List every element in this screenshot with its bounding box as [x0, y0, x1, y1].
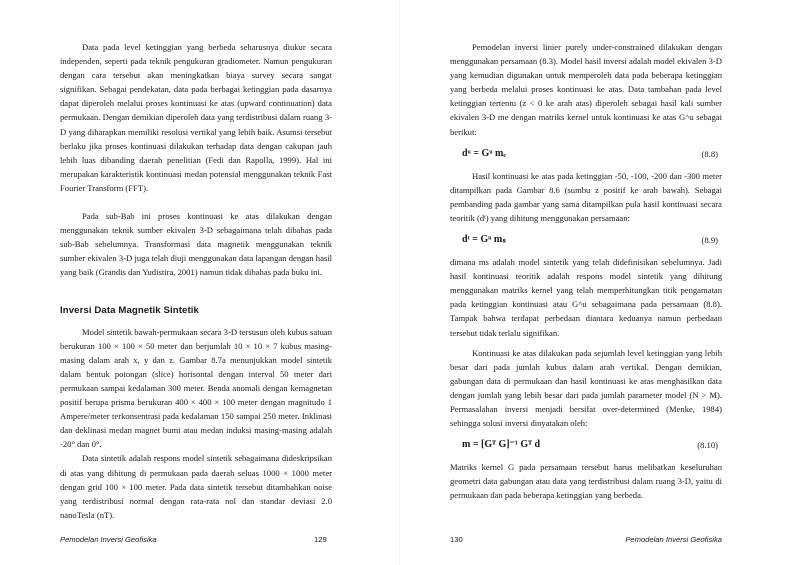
left-page-number: 129	[314, 535, 327, 544]
equation-8-8-number: (8.8)	[701, 148, 718, 159]
equation-8-10	[450, 430, 722, 460]
equation-8-9	[450, 225, 722, 255]
right-page	[400, 0, 800, 565]
equation-8-10-number: (8.10)	[697, 440, 718, 451]
right-paragraph-2: Hasil kontinuasi ke atas pada ketinggian -50, -100, -200 dan -300 meter ditampilkan pada Gambar 8.6 (sumbu z positif ke arah bawah). Sebagai pembanding pada gambar yang sama ditampilkan pula hasil kontinuasi secara teoritik (dᵗ) yang dihitung menggunakan persamaan:	[450, 170, 722, 223]
left-footer-title: Pemodelan Inversi Geofisika	[60, 535, 157, 544]
left-paragraph-2: Pada sub-Bab ini proses kontinuasi ke atas dilakukan dengan menggunakan teknik sumber ekivalen 3-D sebagaimana telah dibahas pada sub-Bab sebelumnya. Transformasi data magnetik menggunakan teknik sumber ekivalen 3-D juga telah diuji menggunakan data lapangan dengan hasil yang baik (Grandis dan Yudistira, 2001) namun tidak dibahas pada buku ini.	[60, 211, 332, 278]
section-heading: Inversi Data Magnetik Sintetik	[60, 304, 199, 316]
left-paragraph-3: Model sintetik bawah-permukaan secara 3-D tersusun oleh kubus satuan berukuran 100 × 100 × 50 meter dan berjumlah 10 × 10 × 7 kubus masing-masing dalam arah x, y dan z. Gambar 8.7a menunjukkan model sintetik dalam bentuk potongan (slice) horisontal dengan interval 50 meter dari permukaan sampai kedalaman 300 meter. Benda anomali dengan kemagnetan positif berupa prisma berukuran 400 × 400 × 100 meter dengan magnitudo 1 Ampere/meter terkonsentrasi pada kedalaman 150 sampai 250 meter. Inklinasi dan deklinasi medan magnet bumi atau medan induksi masing-masing adalah -20° dan 0°.	[60, 326, 332, 450]
right-footer-title: Pemodelan Inversi Geofisika	[625, 535, 722, 544]
right-paragraph-5: Matriks kernel G pada persamaan tersebut harus melibatkan keseluruhan geometri data gabungan atau data yang terdistribusi dalam ruang 3-D, yaitu di permukaan dan pada beberapa ketinggian yang berbeda.	[450, 462, 722, 501]
left-paragraph-4: Data sintetik adalah respons model sintetik sebagaimana dideskripsikan di atas yang dihitung di permukaan pada daerah seluas 1000 × 1000 meter dengan grid 100 × 100 meter. Pada data sintetik tersebut ditambahkan noise yang terdistribusi normal dengan rata-rata nol dan standar deviasi 2.0 nanoTesla (nT).	[60, 453, 332, 520]
equation-8-8-expression: dᵘ = Gᵘ mₑ	[462, 147, 506, 159]
right-paragraph-3: dimana ms adalah model sintetik yang telah didefinisikan sebelumnya. Jadi hasil kontinuasi teoritik adalah respons model sintetik yang dihitung menggunakan matriks kernel yang telah memperhitungkan titik pengamatan pada ketinggian kontinuasi atau G^u sebagaimana pada persamaan (8.8). Tampak bahwa terdapat perbedaan diantara keduanya namun perbedaan tersebut tidak terlalu signifikan.	[450, 257, 722, 338]
left-text-column	[60, 40, 332, 522]
left-paragraph-1: Data pada level ketinggian yang berbeda seharusnya diukur secara independen, seperti pada teknik pengukuran gradiometer. Namun pengukuran dengan cara tersebut akan meningkatkan biaya survey secara sangat signifikan. Sebagai pendekatan, data pada berbagai ketinggian pada dasarnya dapat diperoleh melalui proses kontinuasi ke atas (upward continuation) data permukaan. Dengan demikian diperoleh data yang terdistribusi dalam ruang 3-D yang diharapkan memiliki resolusi vertikal yang lebih baik. Asumsi tersebut berlaku jika proses kontinuasi dilakukan terhadap data dengan cakupan jauh lebih luas dibanding daerah penelitian (Fedi dan Rapolla, 1999). Hal ini merupakan karakteristik kontinuasi medan potensial menggunakan teknik Fast Fourier Transform (FFT).	[60, 42, 332, 193]
right-paragraph-4: Kontinuasi ke atas dilakukan pada sejumlah level ketinggian yang lebih besar dari pada jumlah kubus dalam arah vertikal. Dengan demikian, gabungan data di permukaan dan hasil kontinuasi ke atas menghasilkan data dengan jumlah yang lebih besar dari pada jumlah parameter model (N > M). Permasalahan inversi menjadi bersifat over-determined (Menke, 1984) sehingga solusi inversi dinyatakan oleh:	[450, 347, 722, 429]
equation-8-10-expression: m = [Gᵀ G]⁻¹ Gᵀ d	[462, 439, 541, 451]
equation-8-9-number: (8.9)	[701, 234, 718, 245]
equation-8-9-expression: dᵗ = Gᵘ mₛ	[462, 233, 506, 245]
right-page-number: 130	[450, 535, 463, 544]
equation-8-8	[450, 139, 722, 169]
right-paragraph-1: Pemodelan inversi linier purely under-constrained dilakukan dengan menggunakan persamaan (8.3). Model hasil inversi adalah model ekivalen 3-D yang kemudian digunakan untuk memperoleh data pada beberapa ketinggian yang berbeda melalui proses kontinuasi ke atas. Data tambahan pada level ketinggian tertentu (z < 0 ke arah atas) diperoleh sebagai hasil kali sumber ekivalen 3-D me dengan matriks kernel untuk kontinuasi ke atas G^u sebagai berikut:	[450, 42, 722, 137]
right-text-column	[450, 40, 722, 502]
